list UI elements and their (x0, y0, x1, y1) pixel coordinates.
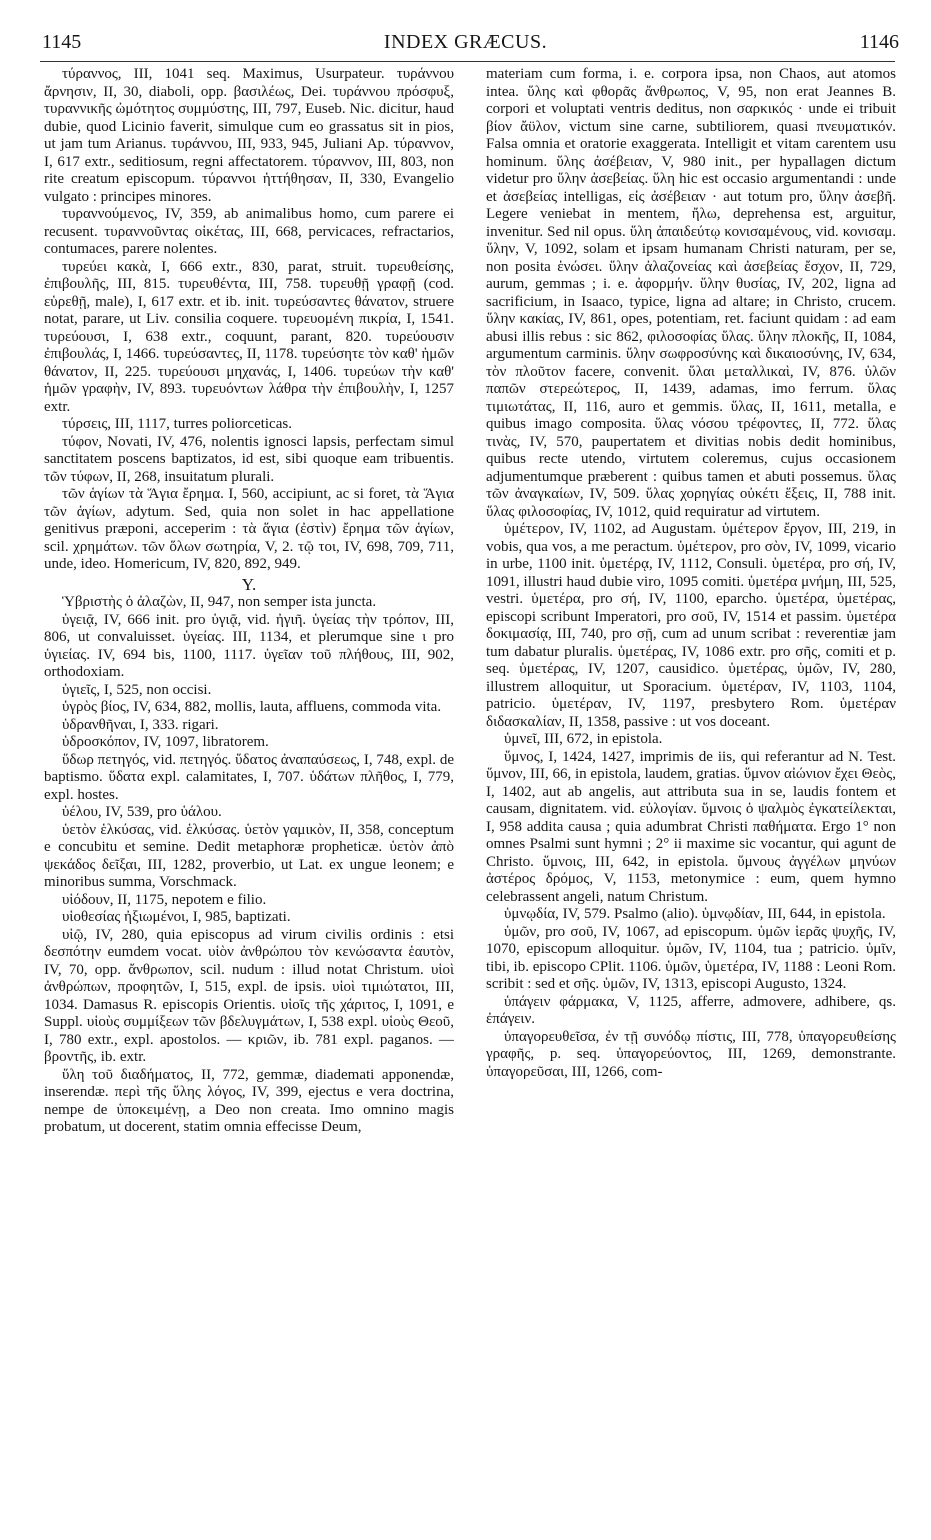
index-entry: ὑγιεῖς, I, 525, non occisi. (62, 681, 212, 698)
index-entry: ὑδρανθῆναι, I, 333. rigari. (62, 716, 219, 733)
index-entry: ὑγρὸς βίος, IV, 634, 882, mollis, lauta, affluens, commoda vita. (62, 699, 442, 715)
index-entry: τυρεύει κακὰ, I, 666 extr., 830, parat, struit. τυρευθείσης, ἐπιβουλῆς, III, 815. τυρευθέντα, III, 758. τυρευθῇ γραφῇ (cod. εὑρεθῇ, male), I, 617 extr. et ib. init. τυρεύσαντες θάνατον, struere notat, parare, ut Liv. consilia coquere. τυρευομένη πικρία, I, 1541. τυρεύουσι, I, 638 extr., coquunt, parant, 820. τυρεύουσιν ἐπιβουλάς, I, 1466. τυρεύσαντες, II, 1178. τυρεύσητε τὸν καθ' ἡμῶν θάνατον, II, 225. τυρεύουσι μηχανάς, I, 1406. τυρεύων τὴν καθ' ἡμῶν γραφὴν, IV, 893. τυρευόντων λάθρα τὴν ἐπιβουλὴν, I, 1257 extr. (44, 258, 454, 415)
index-entry: τύρσεις, III, 1117, turres poliorceticas. (62, 416, 292, 432)
index-entry: τύφον, Novati, IV, 476, nolentis ignosci lapsis, perfectam simul sanctitatem poscens baptizatos, id est, sibi quoque eam tribuentis. τῶν τύφων, II, 268, insuitatum plurali. (44, 433, 454, 485)
index-entry: υἱόδουν, II, 1175, nepotem e filio. (62, 891, 267, 908)
index-entry: ὑδροσκόπον, IV, 1097, libratorem. (62, 734, 269, 750)
section-letter: Υ. (241, 574, 257, 594)
running-head (0, 30, 931, 56)
index-entry: ὕλη τοῦ διαδήματος, II, 772, gemmæ, diademati apponendæ, inserendæ. περὶ τῆς ὕλης λόγος, IV, 399, ejectus e vera doctrina, nempe de ὑποκειμένῃ, a Deo non creata. Imo omnino magis probatum, ut docerent, statim omnia effecisse Deum, (44, 1066, 454, 1135)
running-title: INDEX GRÆCUS. (383, 31, 548, 53)
index-entry: τύραννος, III, 1041 seq. Maximus, Usurpateur. τυράννου ἄρνησιν, II, 30, diaboli, opp. βασιλέως, Dei. τυράννου πρόσφυξ, τυραννικῆς ὠμότητος συμμύστης, III, 797, Euseb. Nic. dicitur, haud dubie, quod Licinio faverit, simulque cum eo grassatus sit in pios, ut jam tum Arianus. τυράννου, III, 933, 945, Juliani Ap. τύραννον, I, 617 extr., seditiosum, regni affectatorem. τύραννον, III, 803, non rite creatum episcopum. τύραννοι ἡττήθησαν, II, 330, Evangelio vulgato : principes minores. (44, 66, 454, 205)
index-entry: materiam cum forma, i. e. corpora ipsa, non Chaos, aut atomos intea. ὕλης καὶ φθορᾶς ἄνθρωπος, V, 95, non erat Jeannes B. corpori et voluptati ventris deditus, non σαρκικός · unde ei tribuit βίον ἄϋλον, victum sine carne, subtiliorem, quasi πνευματικόν. Falsa omnia et oratorie exaggerata. Intelligit et vitam carentem usu hominum. ὕλης ἀσέβειαν, V, 980 init., per hypallagen dictum videtur pro ὕλην ἀσεβείας. ὕλη hic est occasio argumentandi : unde et ἀσεβείας intelligas, εἰς ἀσέβειαν · aut totum pro, ὕλην ἀσεβῆ. Legere veniebat in mentem, ἤλω, deprehensa est, arguitur, invenitur. Sed nil opus. ὕλη ἀπαιδεύτῳ κονισαμένους, vid. κονισαμ. ὕλην, V, 1092, solam et ipsam humanam Christi naturam, per se, non posita ἑνώσει. ὕλην ἀλαζονείας καὶ ἀσεβείας ἔσχον, II, 729, aurum, gemmas ; i. e. ἀφορμήν. ὕλην θυσίας, IV, 202, ligna ad sacrificium, in Isaaco, typice, ligna ad altare; in Christo, crucem. ὕλην κακίας, IV, 861, opes, potentiam, ret. faciunt quidam : ad eam abusi illis rebus : sic 862, φιλοσοφίας ὕλας. ὕλην πλοκῆς, II, 1084, argumentum carminis. ὕλην σωφροσύνης καὶ δικαιοσύνης, IV, 634, τὸν πλοῦτον facere, convenit. ὕλαι μεταλλικαὶ, IV, 876. ὑλῶν παπῶν στερεώτερος, II, 1439, adamas, imo ferrum. ὕλας τιμιωτάτας, II, 116, auro et gemmis. ὕλας, II, 1611, metalla, e quibus imago composita. ὕλας νόσου τρέφοντες, II, 772. ὕλας τινὰς, IV, 570, paupertatem et divitias nobis dedit hominibus, quibus recte utendo, virtutem coleremus, cujus occasionem adjumentumque præberent : quibus tamen et abuti possemus. ὕλας τῶν ἀναγκαίων, IV, 509. ὕλας χορηγίας οὐκέτι ἕξεις, II, 788 init. ὕλας φιλοσοφίας, IV, 1012, quid requiratur ad virtutem. (486, 66, 896, 520)
index-entry: τυραννούμενος, IV, 359, ab animalibus homo, cum parere ei recusent. τυραννοῦντας οἰκέτας, III, 668, pervicaces, refractarios, contumaces, parere nolentes. (44, 206, 454, 257)
index-entry: Ὑβριστὴς ὁ ἀλαζὼν, II, 947, non semper ista juncta. (62, 594, 377, 610)
page-number-left: 1145 (42, 31, 82, 53)
index-entry: ὑμέτερον, IV, 1102, ad Augustam. ὑμέτερον ἔργον, III, 219, in vobis, qua vos, a me peractum. ὑμέτερον, pro σὸν, IV, 1099, vicario in urbe, 1100 init. ὑμετέρᾳ, IV, 1112, Consuli. ὑμετέρα, pro σή, IV, 1091, illustri haud dubie viro, 1095 comiti. ὑμετέρα μνήμη, III, 525, vestri. ὑμετέρα, pro σή, IV, 1100, eparcho. ὑμετέρα, ὑμετέρας, episcopi scribunt Imperatori, pro σοῦ, IV, 1514 et passim. ὑμετέρα δοκιμασίᾳ, III, 740, pro σῇ, cum ad unum scribat : reverentiæ jam tum dabatur pluralis. ὑμετέρας, IV, 1086 extr. pro σῆς, comiti et p. seq. ὑμετέρας, IV, 1207, causidico. ὑμετέρας, ὑμῶν, IV, 280, illustrem alloquitur, ut Sporacium. ὑμετέραν, IV, 1103, 1104, patricio. ὑμετέραν, IV, 1197, presbytero Rom. ὑμετέραν διδασκαλίαν, II, 1358, passive : ut vos doceant. (486, 521, 896, 730)
index-entry: ὑετὸν ἑλκύσας, vid. ἑλκύσας. ὑετὸν γαμικὸν, II, 358, conceptum e concubitu et semine. Dedit metaphoræ propheticæ. ὑετὸν ἀπὸ ψεκάδος δεῖξαι, III, 1282, proverbio, ut Lat. ex ungue leonem; e minoribus summa, Vorschmack. (44, 821, 454, 890)
index-entry: ὕδωρ πετηγός, vid. πετηγός. ὕδατος ἀναπαύσεως, I, 748, expl. de baptismo. ὕδατα expl. calamitates, I, 707. ὑδάτων πλῆθος, I, 779, expl. hostes. (44, 751, 454, 803)
index-entry: υἱῷ, IV, 280, quia episcopus ad virum civilis ordinis : etsi δεσπότην eumdem vocat. υἱὸν ἀνθρώπου τὸν κενώσαντα ἑαυτὸν, IV, 70, opp. ἄνθρωπον, scil. nudum : illud notat Christum. υἱοὶ ἀνθρώπων, προφητῶν, I, 515, expl. de ipsis. υἱοὶ τιμιώτατοι, III, 1034. Damasus R. episcopis Orientis. υἱοῖς τῆς χάριτος, I, 1091, e Suppl. υἱοὺς συμμίξεων τῶν βδελυγμάτων, I, 538 expl. υἱοὺς Θεοῦ, I, 780 extr., expl. apostolos. — κριῶν, ib. 781 expl. paganos. — βροντῆς, ib. extr. (44, 926, 454, 1065)
header-rule (40, 61, 895, 62)
index-entry: ὕμνος, I, 1424, 1427, imprimis de iis, qui referantur ad N. Test. ὕμνον, III, 66, in epistola, laudem, gratias. ὕμνον αἰώνιον ἔχει Θεὸς, I, 1402, aut ab angelis, aut attributa sua in se, laudis fontem et causam, dignitatem. vid. εὐλογίαν. ὕμνοις ὁ ψαλμὸς ἐγκατείλεκται, I, 958 addita causa ; quia adumbrat Christi παθήματα. Ergo 1° non omnes Psalmi sunt hymni ; 2° ii maxime sic vocantur, qui agunt de Christo. ὕμνοις, III, 642, in epistola. ὕμνους ἀγγέλων μηνύων ἀστέρος δρόμος, V, 1153, metonymice : eum, quem hymno celebrassent angeli, natum Christum. (486, 748, 896, 905)
index-entry: υἱοθεσίας ἠξιωμένοι, I, 985, baptizati. (62, 909, 291, 925)
index-entry: ὑπάγειν φάρμακα, V, 1125, afferre, admovere, adhibere, qs. ἐπάγειν. (486, 993, 896, 1027)
index-entry: ὑμνεῖ, III, 672, in epistola. (504, 731, 663, 747)
index-entry: τῶν ἁγίων τὰ Ἅγια ἔρημα. I, 560, accipiunt, ac si foret, τὰ Ἅγια τῶν ἁγίων, adytum. Sed, quia non solet in hac appellatione genitivus præponi, acceperim : τὰ ἅγια (ἐστὶν) ἔρημα τῶν ἁγίων, scil. χρημάτων. τῶν ὅλων σωτηρία, V, 2. τῷ τοι, IV, 698, 709, 711, unde, ideo. Homericum, IV, 820, 892, 949. (44, 486, 454, 572)
index-entry: ὑμῶν, pro σοῦ, IV, 1067, ad episcopum. ὑμῶν ἱερᾶς ψυχῆς, IV, 1070, episcopum alloquitur. ὑμῶν, IV, 1104, tua ; patricio. ὑμῖν, tibi, ib. episcopo CPlit. 1106. ὑμῶν, ὑμετέρα, IV, 1188 : Leoni Rom. scribit : sed et σῆς. ὑμῶν, IV, 1313, episcopi Augusto, 1324. (486, 923, 896, 992)
index-entry: ὑμνῳδία, IV, 579. Psalmo (alio). ὑμνῳδίαν, III, 644, in epistola. (504, 906, 886, 922)
index-entry: ὑπαγορευθεῖσα, ἐν τῇ συνόδῳ πίστις, III, 778, ὑπαγορευθείσης γραφῆς, p. seq. ὑπαγορεύοντος, III, 1269, demonstrante. ὑπαγορεῦσαι, III, 1266, com- (486, 1028, 896, 1080)
right-column (486, 66, 896, 1528)
left-column (44, 66, 454, 1528)
page-number-right: 1146 (859, 31, 899, 53)
index-entry: ὑέλου, IV, 539, pro ὑάλου. (62, 804, 222, 820)
index-entry: ὑγειᾷ, IV, 666 init. pro ὑγιᾷ, vid. ἠγιῆ. ὑγείας τὴν τρόπον, III, 806, ut convaluisset. ὑγείας. III, 1134, et plerumque sine ι pro ὑγιείας. IV, 694 bis, 1100, 1117. ὑγεῖαν τοῦ πλήθους, III, 902, orthodoxiam. (44, 611, 454, 680)
